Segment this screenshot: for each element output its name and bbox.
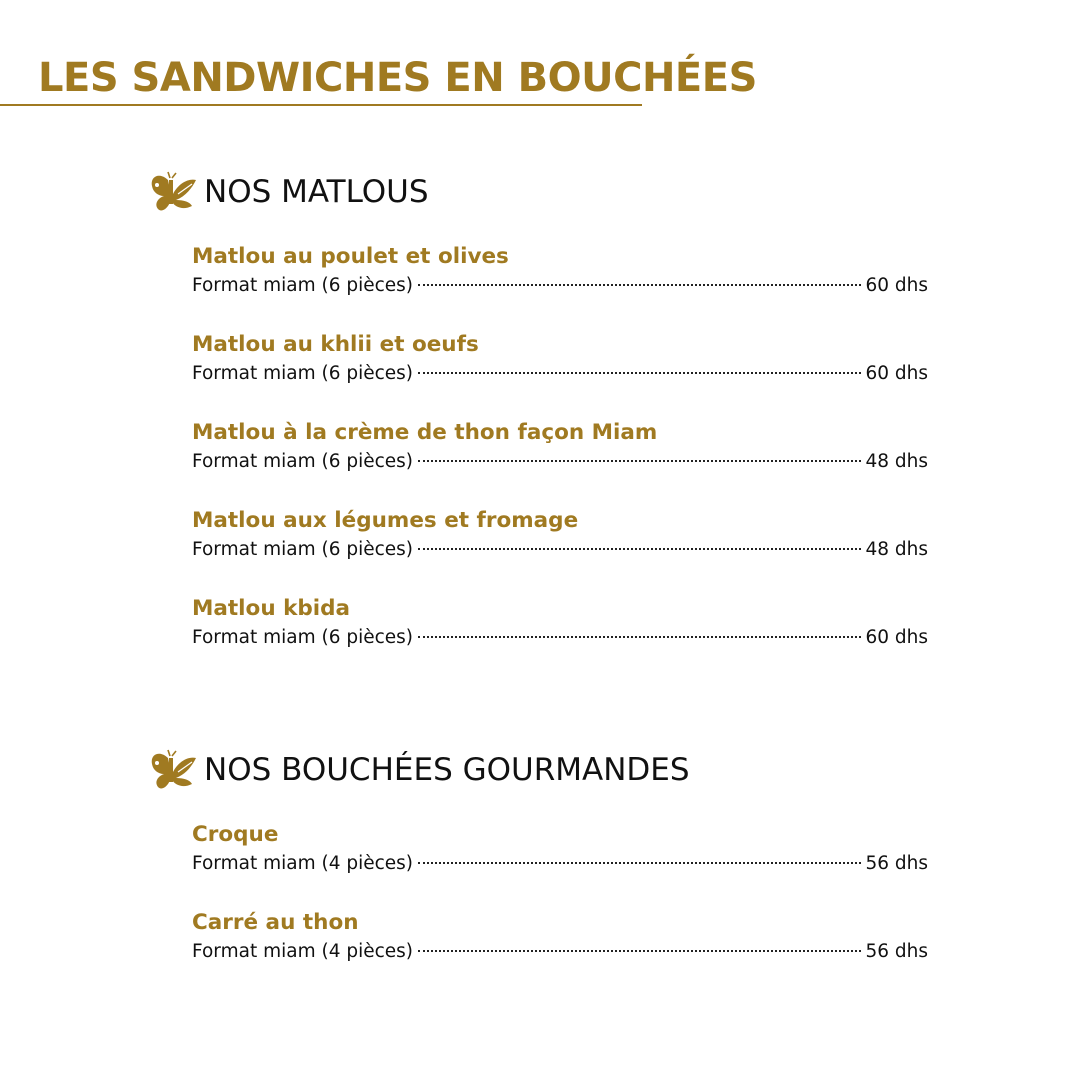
item-name: Matlou à la crème de thon façon Miam — [192, 420, 658, 445]
section-nos-matlous — [146, 166, 936, 682]
item-name: Matlou au poulet et olives — [192, 244, 509, 269]
item-format: Format miam (6 pièces) — [192, 275, 414, 296]
dot-leader — [418, 284, 861, 286]
menu-item — [192, 820, 936, 878]
title-underline — [0, 104, 642, 106]
menu-item — [192, 594, 936, 652]
item-format: Format miam (4 pièces) — [192, 853, 414, 874]
menu-item — [192, 242, 936, 300]
section-title: NOS MATLOUS — [204, 174, 429, 210]
item-price: 60 dhs — [865, 275, 928, 296]
section-header — [146, 166, 936, 218]
dot-leader — [418, 862, 861, 864]
item-price-row — [192, 536, 928, 564]
page-title: LES SANDWICHES EN BOUCHÉES — [38, 55, 757, 101]
dot-leader — [418, 372, 861, 374]
butterfly-icon — [146, 748, 198, 792]
item-price-row — [192, 272, 928, 300]
dot-leader — [418, 950, 861, 952]
menu-item — [192, 908, 936, 966]
item-format: Format miam (6 pièces) — [192, 451, 414, 472]
item-format: Format miam (4 pièces) — [192, 941, 414, 962]
item-name: Croque — [192, 822, 279, 847]
item-price: 56 dhs — [865, 853, 928, 874]
item-price-row — [192, 624, 928, 652]
butterfly-icon — [146, 170, 198, 214]
item-format: Format miam (6 pièces) — [192, 363, 414, 384]
item-price-row — [192, 448, 928, 476]
menu-items-list — [192, 820, 936, 966]
dot-leader — [418, 548, 861, 550]
item-name: Matlou aux légumes et fromage — [192, 508, 579, 533]
item-price: 48 dhs — [865, 451, 928, 472]
section-title: NOS BOUCHÉES GOURMANDES — [204, 752, 690, 788]
item-name: Carré au thon — [192, 910, 359, 935]
dot-leader — [418, 460, 861, 462]
section-nos-bouchees-gourmandes — [146, 744, 936, 996]
menu-item — [192, 330, 936, 388]
item-price-row — [192, 360, 928, 388]
item-price-row — [192, 938, 928, 966]
menu-item — [192, 418, 936, 476]
section-header — [146, 744, 936, 796]
item-name: Matlou kbida — [192, 596, 351, 621]
item-price: 56 dhs — [865, 941, 928, 962]
item-format: Format miam (6 pièces) — [192, 539, 414, 560]
item-price: 60 dhs — [865, 627, 928, 648]
item-name: Matlou au khlii et oeufs — [192, 332, 479, 357]
item-price-row — [192, 850, 928, 878]
menu-item — [192, 506, 936, 564]
menu-items-list — [192, 242, 936, 652]
item-price: 48 dhs — [865, 539, 928, 560]
dot-leader — [418, 636, 861, 638]
item-format: Format miam (6 pièces) — [192, 627, 414, 648]
item-price: 60 dhs — [865, 363, 928, 384]
